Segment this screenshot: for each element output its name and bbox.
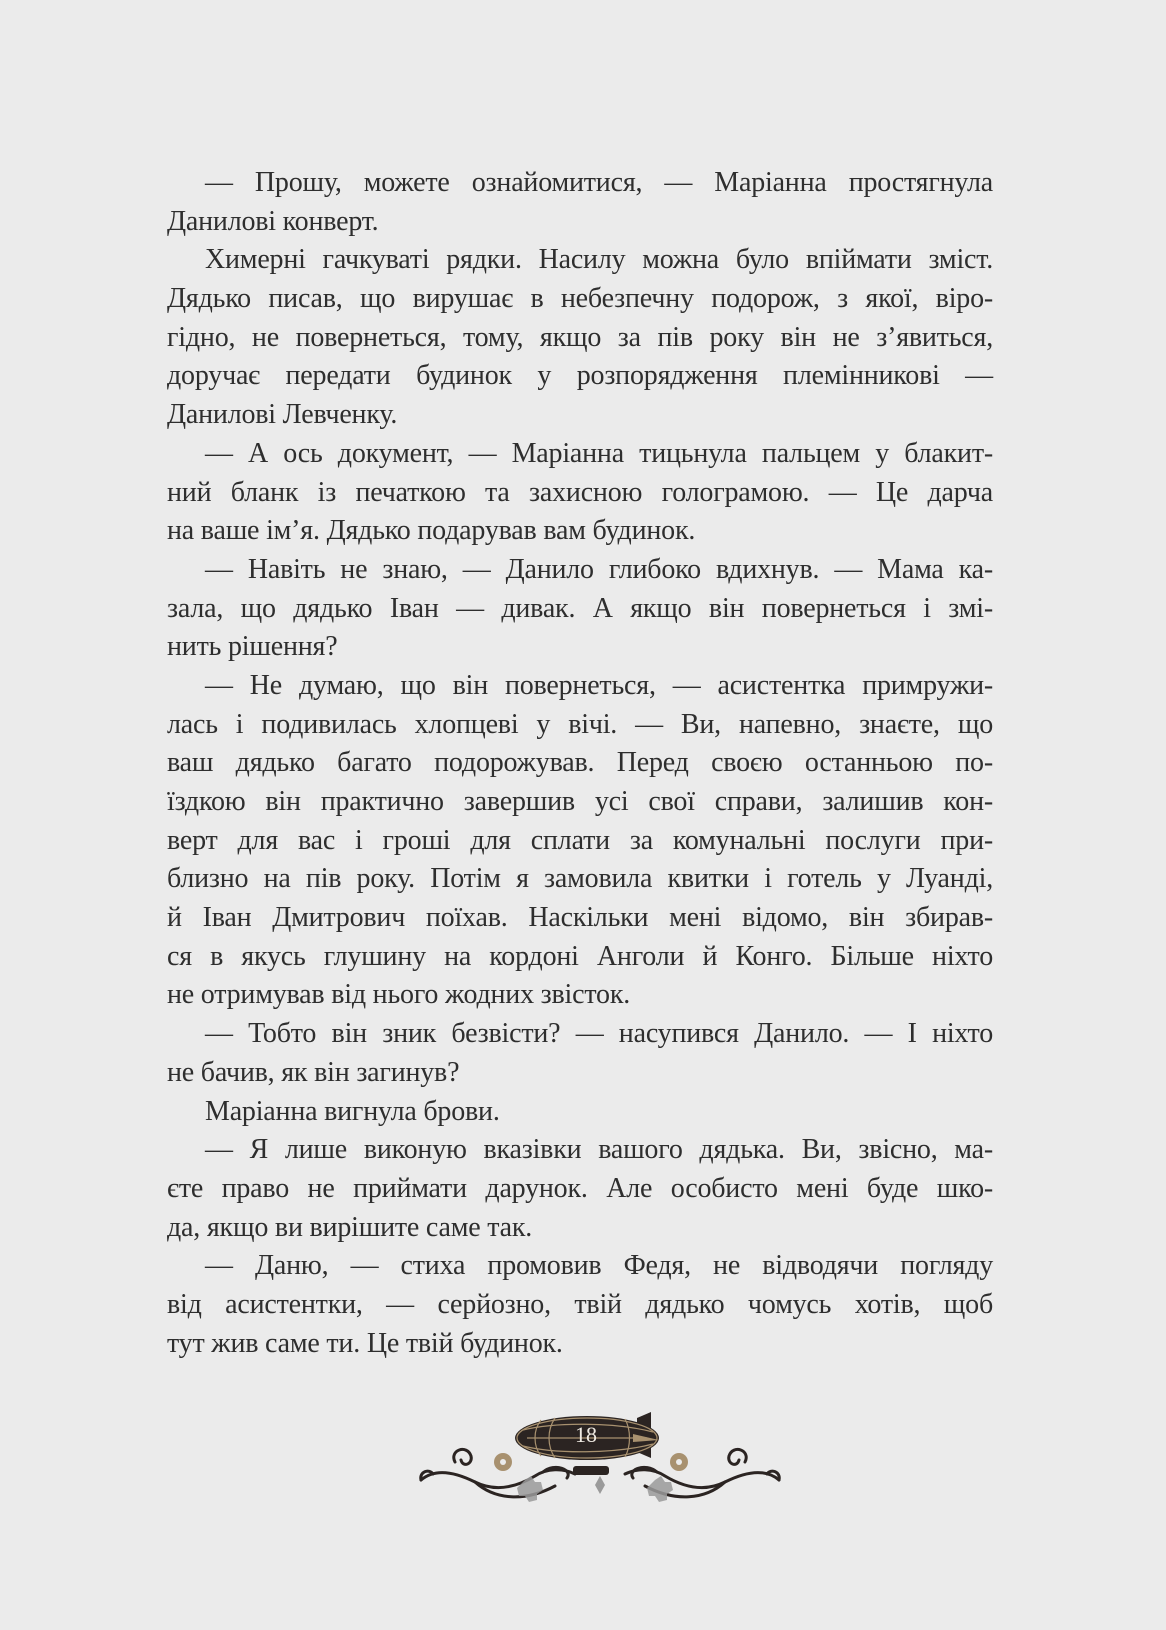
text-line: Маріанна вигнула брови.	[205, 1095, 500, 1127]
text-line: — Я лише виконую вказівки вашого дядька. Ви, звісно, ма-	[205, 1134, 993, 1166]
text-line: гідно, не повернеться, тому, якщо за пів року він не з’явиться,	[167, 321, 993, 353]
text-line: Химерні гачкуваті рядки. Насилу можна було впіймати зміст.	[205, 244, 993, 276]
gear-icon	[517, 1476, 673, 1502]
text-line: Данилові конверт.	[167, 205, 379, 237]
text-line: Данилові Левченку.	[167, 399, 398, 431]
text-line: ваш дядько багато подорожував. Перед своєю останньою по-	[167, 747, 993, 779]
text-line: їздкою він практично завершив усі свої справи, залишив кон-	[167, 786, 993, 817]
text-line: — Тобто він зник безвісти? — насупився Данило. — І ніхто	[205, 1018, 993, 1050]
text-line: не отримував від нього жодних звісток.	[167, 979, 631, 1011]
text-line: ся в якусь глушину на кордоні Анголи й Конго. Більше ніхто	[167, 940, 993, 972]
text-line: — А ось документ, — Маріанна тицьнула пальцем у блакит-	[205, 437, 993, 469]
page-number: 18	[575, 1422, 597, 1447]
text-line: на ваше ім’я. Дядько подарував вам будинок.	[167, 515, 696, 547]
text-line: — Навіть не знаю, — Данило глибоко вдихнув. — Мама ка-	[205, 553, 993, 585]
text-line: верт для вас і гроші для сплати за комунальні послуги при-	[167, 824, 993, 856]
text-line: єте право не приймати дарунок. Але особисто мені буде шко-	[167, 1172, 993, 1204]
text-line: й Іван Дмитрович поїхав. Наскільки мені відомо, він збирав-	[167, 902, 993, 934]
text-line: да, якщо ви вирішите саме так.	[167, 1211, 533, 1243]
page-number-ornament	[415, 1410, 785, 1520]
text-line: — Не думаю, що він повернеться, — асистентка примружи-	[205, 669, 993, 701]
text-line: тут жив саме ти. Це твій будинок.	[167, 1327, 563, 1359]
text-line: лась і подивилась хлопцеві у вічі. — Ви, напевно, знаєте, що	[167, 708, 993, 740]
text-line: зала, що дядько Іван — дивак. А якщо він повернеться і змі-	[167, 592, 993, 624]
text-line: — Даню, — стиха промовив Федя, не відводячи погляду	[205, 1250, 993, 1282]
text-line: ний бланк із печаткою та захисною голограмою. — Це дарча	[167, 476, 993, 508]
text-line: близно на пів року. Потім я замовила квитки і готель у Луанді,	[167, 863, 993, 895]
page-body-text	[167, 164, 993, 1363]
text-line: — Прошу, можете ознайомитися, — Маріанна простягнула	[205, 167, 993, 198]
text-line: від асистентки, — серйозно, твій дядько чомусь хотів, щоб	[167, 1288, 993, 1320]
text-line: не бачив, як він загинув?	[167, 1056, 460, 1088]
text-line: доручає передати будинок у розпорядження племінникові —	[167, 360, 993, 392]
text-line: Дядько писав, що вирушає в небезпечну подорож, з якої, віро-	[167, 283, 993, 315]
text-line: нить рішення?	[167, 631, 338, 663]
